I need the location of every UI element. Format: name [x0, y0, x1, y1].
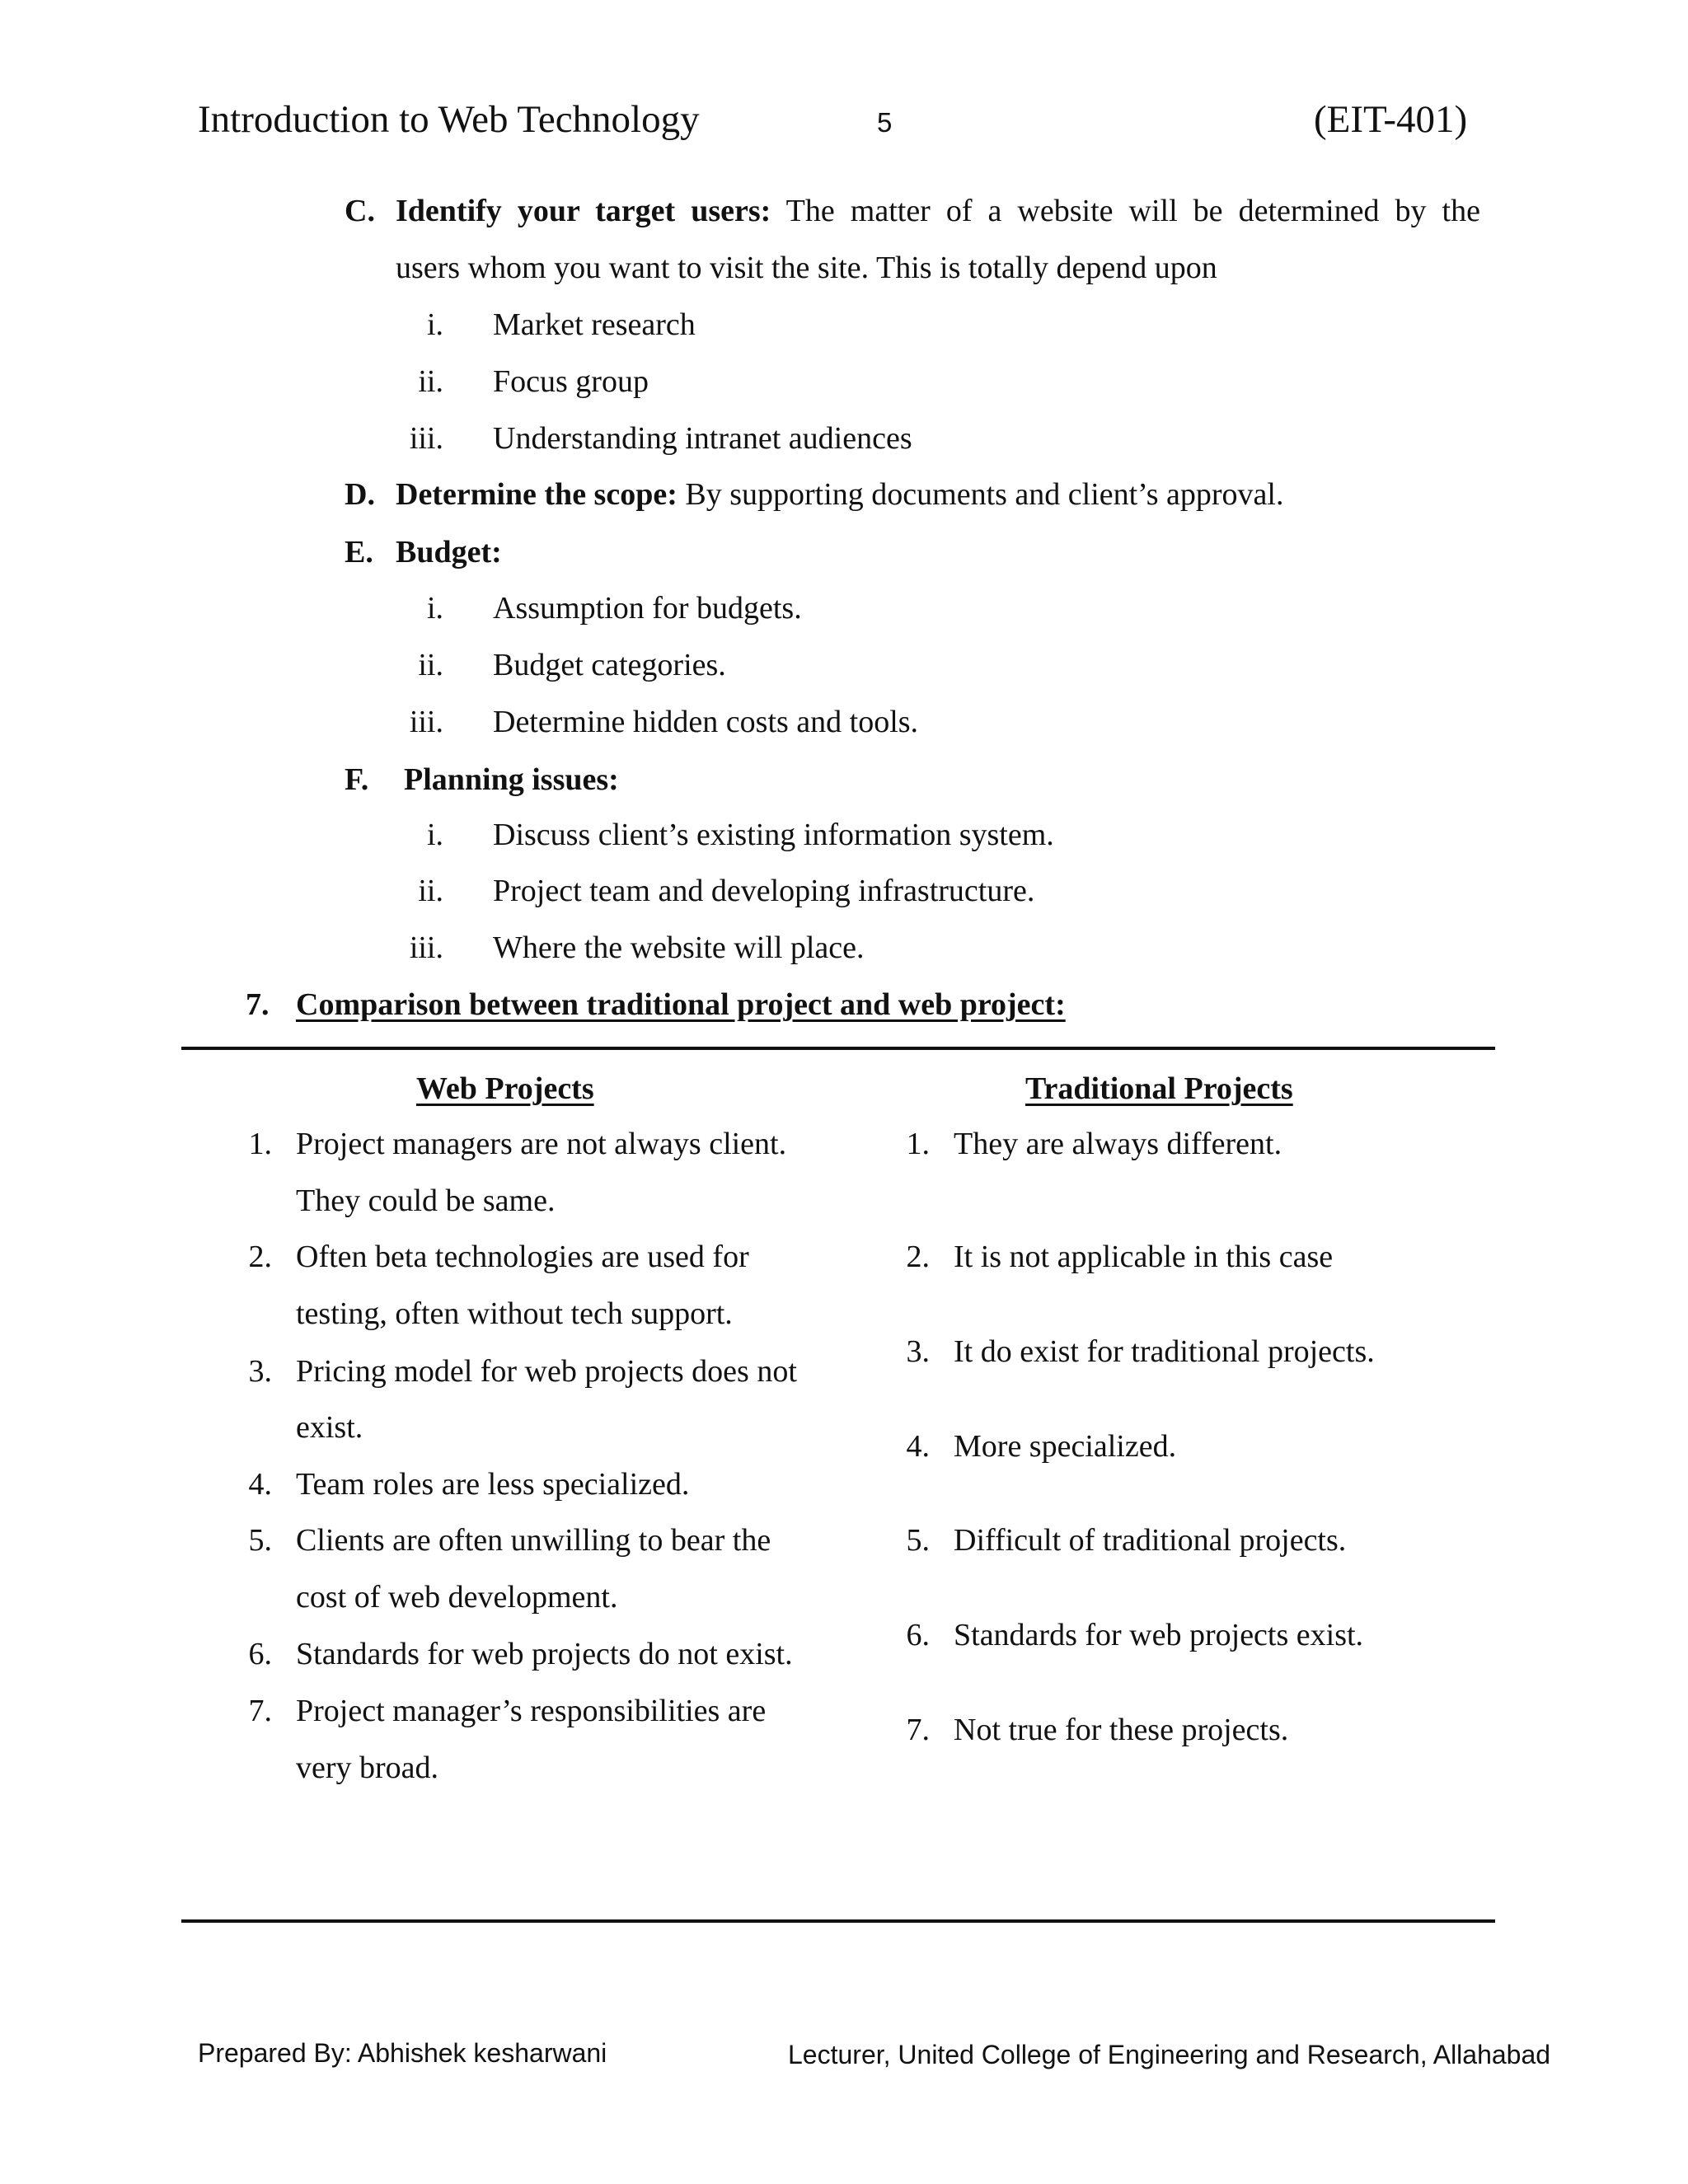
section-c-first-line: [396, 193, 1480, 229]
web-item-line: Standards for web projects do not exist.: [296, 1637, 793, 1671]
web-item-line: cost of web development.: [296, 1580, 618, 1615]
web-item-line: Pricing model for web projects does not: [296, 1354, 797, 1389]
table-bottom-rule: [181, 1919, 1495, 1923]
footer-prepared-by: Prepared By: Abhishek kesharwani: [198, 2038, 607, 2068]
list-item: Budget categories.: [493, 648, 726, 682]
list-item: Focus group: [493, 364, 649, 399]
list-item: Understanding intranet audiences: [493, 421, 912, 456]
list-item: Market research: [493, 307, 696, 342]
traditional-item: Difficult of traditional projects.: [954, 1523, 1347, 1558]
list-item-number: ii.: [418, 648, 443, 682]
traditional-item: It do exist for traditional projects.: [954, 1334, 1375, 1369]
course-title: Introduction to Web Technology: [198, 98, 700, 141]
traditional-item: They are always different.: [954, 1127, 1282, 1161]
comparison-title: Comparison between traditional project and web project:: [296, 987, 1066, 1022]
traditional-item-number: 3.: [906, 1334, 930, 1369]
traditional-item: More specialized.: [954, 1429, 1177, 1464]
web-item-number: 4.: [248, 1467, 272, 1502]
section-e-heading: Budget:: [396, 535, 502, 569]
web-item-line: very broad.: [296, 1750, 439, 1785]
web-item-line: Team roles are less specialized.: [296, 1467, 690, 1502]
web-projects-heading: Web Projects: [416, 1071, 594, 1106]
list-item-number: i.: [426, 591, 443, 626]
section-c-text-line1: The matter of a website will be determined by the: [785, 194, 1480, 228]
section-c-text-line2: users whom you want to visit the site. This is totally depend upon: [396, 251, 1217, 285]
traditional-item: Not true for these projects.: [954, 1713, 1289, 1747]
web-item-number: 3.: [248, 1354, 272, 1389]
list-item-number: ii.: [418, 874, 443, 908]
section-d-line: [396, 476, 1283, 513]
web-item-line: Project managers are not always client.: [296, 1127, 787, 1161]
list-item-number: i.: [426, 818, 443, 852]
web-item-number: 1.: [248, 1127, 272, 1161]
web-item-line: exist.: [296, 1410, 363, 1445]
web-item-number: 6.: [248, 1637, 272, 1671]
list-item-number: ii.: [418, 364, 443, 399]
course-code: (EIT-401): [1314, 98, 1468, 141]
web-item-line: They could be same.: [296, 1183, 556, 1218]
table-top-rule: [181, 1047, 1495, 1050]
section-d-letter: D.: [345, 477, 375, 512]
section-f-heading: Planning issues:: [404, 762, 619, 797]
list-item: Project team and developing infrastructure.: [493, 874, 1035, 908]
web-item-line: testing, often without tech support.: [296, 1296, 733, 1331]
traditional-item-number: 1.: [906, 1127, 930, 1161]
section-c-heading: Identify your target users:: [396, 194, 771, 228]
traditional-item: It is not applicable in this case: [954, 1240, 1334, 1274]
section-f-letter: F.: [345, 762, 369, 797]
section-d-text: By supporting documents and client’s approval.: [685, 477, 1284, 512]
web-item-line: Often beta technologies are used for: [296, 1240, 749, 1274]
comparison-number: 7.: [246, 987, 270, 1022]
traditional-projects-heading: Traditional Projects: [1025, 1071, 1293, 1106]
traditional-item: Standards for web projects exist.: [954, 1618, 1364, 1652]
traditional-item-number: 2.: [906, 1240, 930, 1274]
web-item-line: Clients are often unwilling to bear the: [296, 1523, 771, 1558]
list-item-number: iii.: [409, 421, 443, 456]
traditional-item-number: 5.: [906, 1523, 930, 1558]
list-item: Assumption for budgets.: [493, 591, 802, 626]
traditional-item-number: 6.: [906, 1618, 930, 1652]
footer-affiliation: Lecturer, United College of Engineering and Research, Allahabad: [788, 2040, 1551, 2069]
section-e-letter: E.: [345, 535, 373, 569]
page-number: 5: [877, 107, 893, 138]
section-c-letter: C.: [345, 194, 375, 228]
traditional-item-number: 4.: [906, 1429, 930, 1464]
web-item-line: Project manager’s responsibilities are: [296, 1694, 767, 1728]
list-item: Discuss client’s existing information system.: [493, 818, 1054, 852]
web-item-number: 5.: [248, 1523, 272, 1558]
list-item-number: iii.: [409, 705, 443, 739]
traditional-item-number: 7.: [906, 1713, 930, 1747]
list-item: Where the website will place.: [493, 930, 865, 965]
list-item-number: i.: [426, 307, 443, 342]
list-item-number: iii.: [409, 930, 443, 965]
web-item-number: 7.: [248, 1694, 272, 1728]
web-item-number: 2.: [248, 1240, 272, 1274]
list-item: Determine hidden costs and tools.: [493, 705, 919, 739]
section-d-heading: Determine the scope:: [396, 477, 678, 512]
